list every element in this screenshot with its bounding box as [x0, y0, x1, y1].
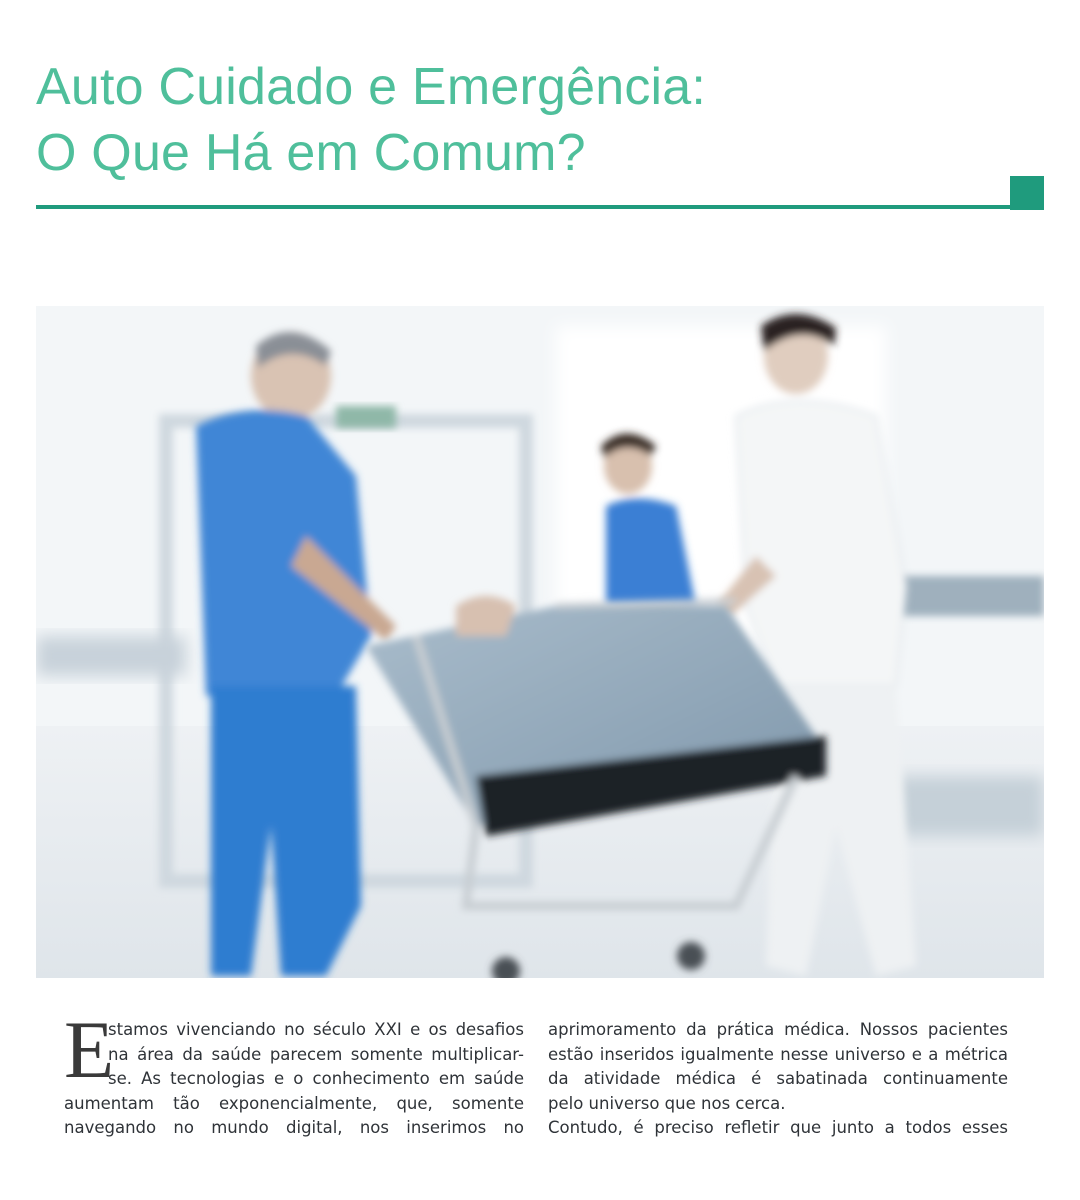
paragraph-line: stamos vivenciando no século XXI e os desafios [108, 1020, 524, 1039]
accent-square [1010, 176, 1044, 210]
photo-illustration-icon [36, 306, 1044, 978]
article-title [36, 54, 706, 186]
title-line-2: O Que Há em Comum? [36, 124, 586, 182]
paragraph-line: aumentam tão exponencialmente, que, somente [64, 1093, 524, 1113]
paragraph-line: navegando no mundo digital, nos inserimos no [64, 1118, 524, 1137]
article-column-2 [548, 1018, 1008, 1141]
article-column-1 [64, 1018, 524, 1141]
paragraph-line: se. As tecnologias e o conhecimento em saúde [108, 1069, 524, 1088]
title-underline [36, 205, 1012, 209]
paragraph-line: estão inseridos igualmente nesse universo e a métrica [548, 1044, 1008, 1064]
paragraph-line: aprimoramento da prática médica. Nossos pacientes [548, 1020, 1008, 1039]
hospital-emergency-photo [36, 306, 1044, 978]
paragraph-line: da atividade médica é sabatinada continuamente [548, 1069, 1008, 1088]
paragraph-line: na área da saúde parecem somente multiplicar- [108, 1044, 524, 1064]
paragraph-line: pelo universo que nos cerca. [548, 1093, 786, 1113]
paragraph-line: Contudo, é preciso refletir que junto a todos esses [548, 1118, 1008, 1137]
title-line-1: Auto Cuidado e Emergência: [36, 58, 707, 116]
drop-cap: E [64, 1004, 115, 1095]
